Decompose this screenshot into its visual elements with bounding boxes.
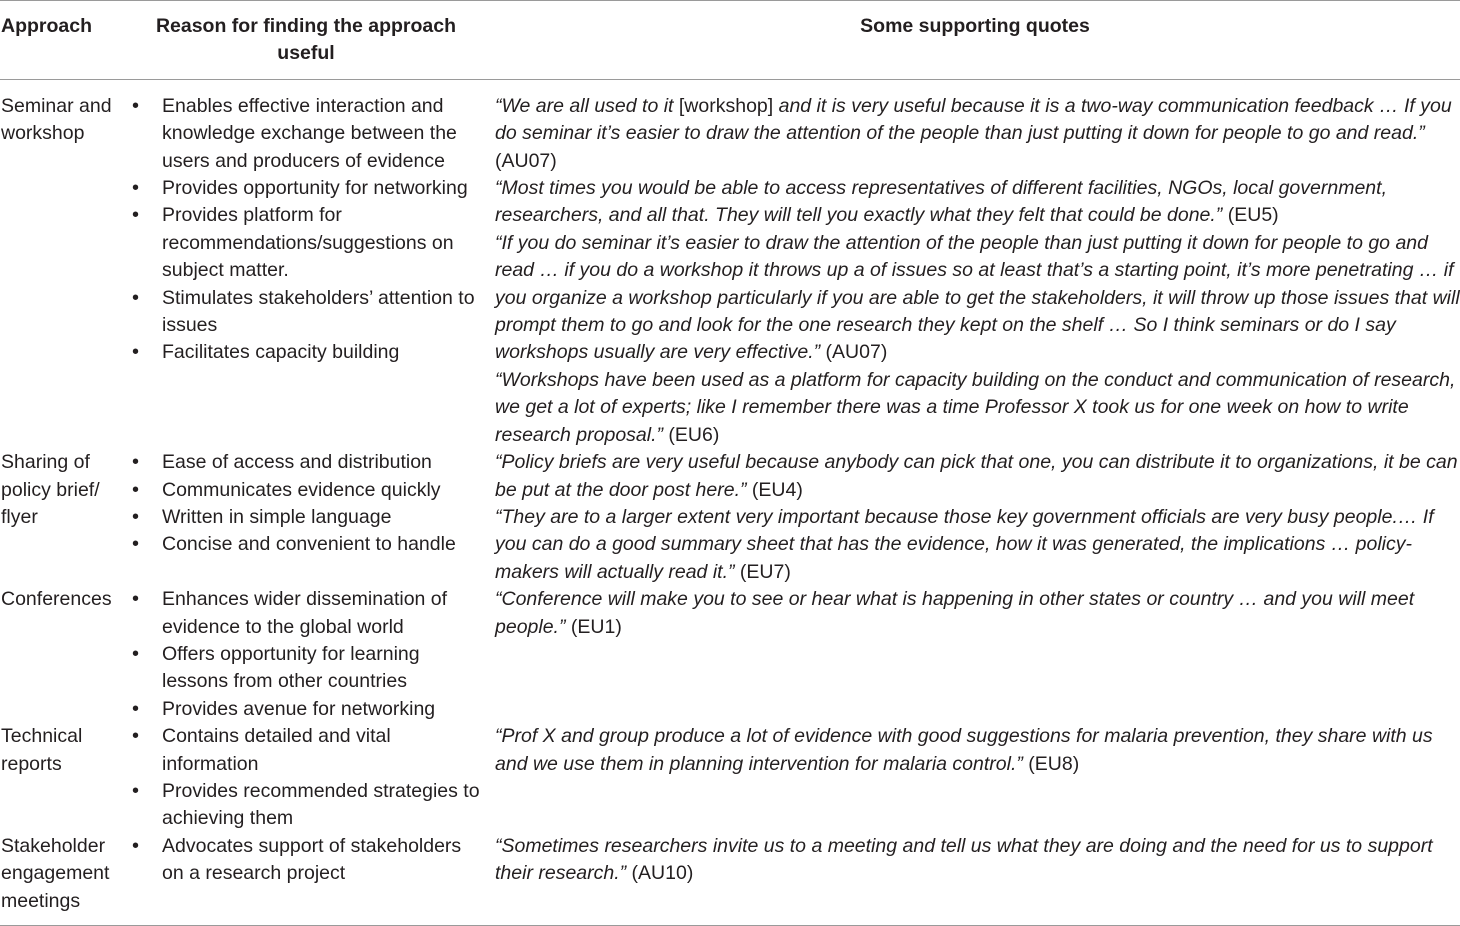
quote-text: and it is very useful because it is a two-way communication feedback … If you do seminar it’s easier to draw the attention of the people than just putting it down for people to go and read.”: [495, 94, 1452, 145]
quotes-cell: [490, 586, 1460, 723]
table-row: [0, 449, 1460, 586]
quote-source: (EU6): [663, 423, 720, 446]
quotes-cell: [490, 723, 1460, 833]
approach-cell: Seminar and workshop: [1, 94, 112, 145]
reasons-cell: [122, 833, 490, 926]
table-row: [0, 833, 1460, 926]
quote: [495, 230, 1460, 367]
reason-item: • Communicates evidence quickly: [122, 477, 484, 504]
table-row: [0, 586, 1460, 723]
quote-source: (EU8): [1022, 752, 1080, 775]
approach-cell: Technical reports: [1, 725, 83, 775]
reason-item: • Advocates support of stakeholders on a research project: [122, 833, 484, 888]
quote-text: “Workshops have been used as a platform for capacity building on the conduct and communication of research, we get a lot of experts; like I remember there was a time Professor X took us for one week on how to write research proposal.”: [495, 368, 1456, 446]
reason-item: • Provides opportunity for networking: [122, 175, 484, 202]
quote-text: “Sometimes researchers invite us to a meeting and tell us what they are doing and the need for us to support their research.”: [495, 834, 1433, 885]
quote-source: (EU7): [734, 560, 791, 583]
approach-cell: Conferences: [1, 588, 112, 611]
quote-source: (EU1): [565, 615, 622, 638]
approach-cell: Sharing of policy brief/ flyer: [1, 451, 100, 528]
reasons-list: [122, 723, 484, 833]
quote: [495, 723, 1460, 778]
quote: [495, 586, 1460, 641]
quote-text: “If you do seminar it’s easier to draw the attention of the people than just putting it down for people to go and read … if you do a workshop it throws up a of issues so at least that’s a starting point, it’s more penetrating … if you organize a workshop particularly if you are able to get the stakeholders, it will throw up those issues that will prompt them to go and look for the one research they kept on the shelf … So I think seminars or do I say workshops usually are very effective.”: [495, 231, 1460, 364]
header-row: [0, 1, 1460, 80]
reason-item: • Written in simple language: [122, 504, 484, 531]
reason-item: • Ease of access and distribution: [122, 449, 484, 476]
quote: [495, 449, 1460, 504]
quote-source: (AU07): [820, 341, 888, 364]
reasons-cell: [122, 586, 490, 723]
reason-item: • Enhances wider dissemination of evidence to the global world: [122, 586, 484, 641]
quotes-cell: [490, 833, 1460, 926]
quote-source: (AU07): [495, 149, 557, 172]
reason-item: • Provides recommended strategies to achieving them: [122, 778, 484, 833]
reasons-cell: [122, 723, 490, 833]
header-reason: Reason for finding the approach useful: [155, 15, 457, 65]
header-approach: Approach: [1, 15, 93, 37]
reasons-list: [122, 833, 484, 888]
approach-cell: Stakeholder engagement meetings: [1, 834, 110, 912]
quote: [495, 367, 1460, 449]
reasons-list: [122, 449, 484, 559]
reason-item: • Offers opportunity for learning lessons from other countries: [122, 641, 484, 696]
quote: [495, 504, 1460, 586]
quote-text: “Conference will make you to see or hear what is happening in other states or country … and you will meet people.”: [495, 588, 1415, 638]
quote-text: “They are to a larger extent very important because those key government officials are very busy people.… If you can do a good summary sheet that has the evidence, how it was generated, the implications … policy-makers will actually read it.”: [495, 505, 1434, 583]
reason-item: • Contains detailed and vital information: [122, 723, 484, 778]
table-row: [0, 723, 1460, 833]
reason-item: • Stimulates stakeholders’ attention to issues: [122, 285, 484, 340]
quotes-cell: [490, 79, 1460, 449]
reasons-cell: [122, 79, 490, 449]
quote-source: (EU5): [1222, 204, 1279, 227]
quote-bracket-note: [workshop]: [678, 94, 774, 117]
header-quotes: Some supporting quotes: [860, 15, 1090, 37]
reason-item: • Provides avenue for networking: [122, 696, 484, 723]
reason-item: • Concise and convenient to handle: [122, 531, 484, 558]
quote: [495, 175, 1460, 230]
reasons-list: [122, 93, 484, 367]
quote-text-start: “We are all used to it: [495, 94, 679, 117]
quote: [495, 93, 1460, 175]
table-body: [0, 79, 1460, 925]
quote-source: (AU10): [626, 862, 694, 885]
quotes-cell: [490, 449, 1460, 586]
reasons-list: [122, 586, 484, 723]
quote-text: “Prof X and group produce a lot of evidence with good suggestions for malaria prevention, they share with us and we use them in planning intervention for malaria control.”: [495, 725, 1433, 775]
reason-item: • Facilitates capacity building: [122, 339, 484, 366]
quote-text: “Most times you would be able to access representatives of different facilities, NGOs, local government, researchers, and all that. They will tell you exactly what they felt that could be done.”: [495, 177, 1387, 227]
quote-text: “Policy briefs are very useful because anybody can pick that one, you can distribute it to organizations, it be can be put at the door post here.”: [495, 451, 1458, 501]
quote: [495, 833, 1460, 888]
quote-source: (EU4): [746, 478, 803, 501]
reason-item: • Provides platform for recommendations/suggestions on subject matter.: [122, 202, 484, 284]
table-row: [0, 79, 1460, 449]
reasons-cell: [122, 449, 490, 586]
reason-item: • Enables effective interaction and knowledge exchange between the users and producers of evidence: [122, 93, 484, 175]
